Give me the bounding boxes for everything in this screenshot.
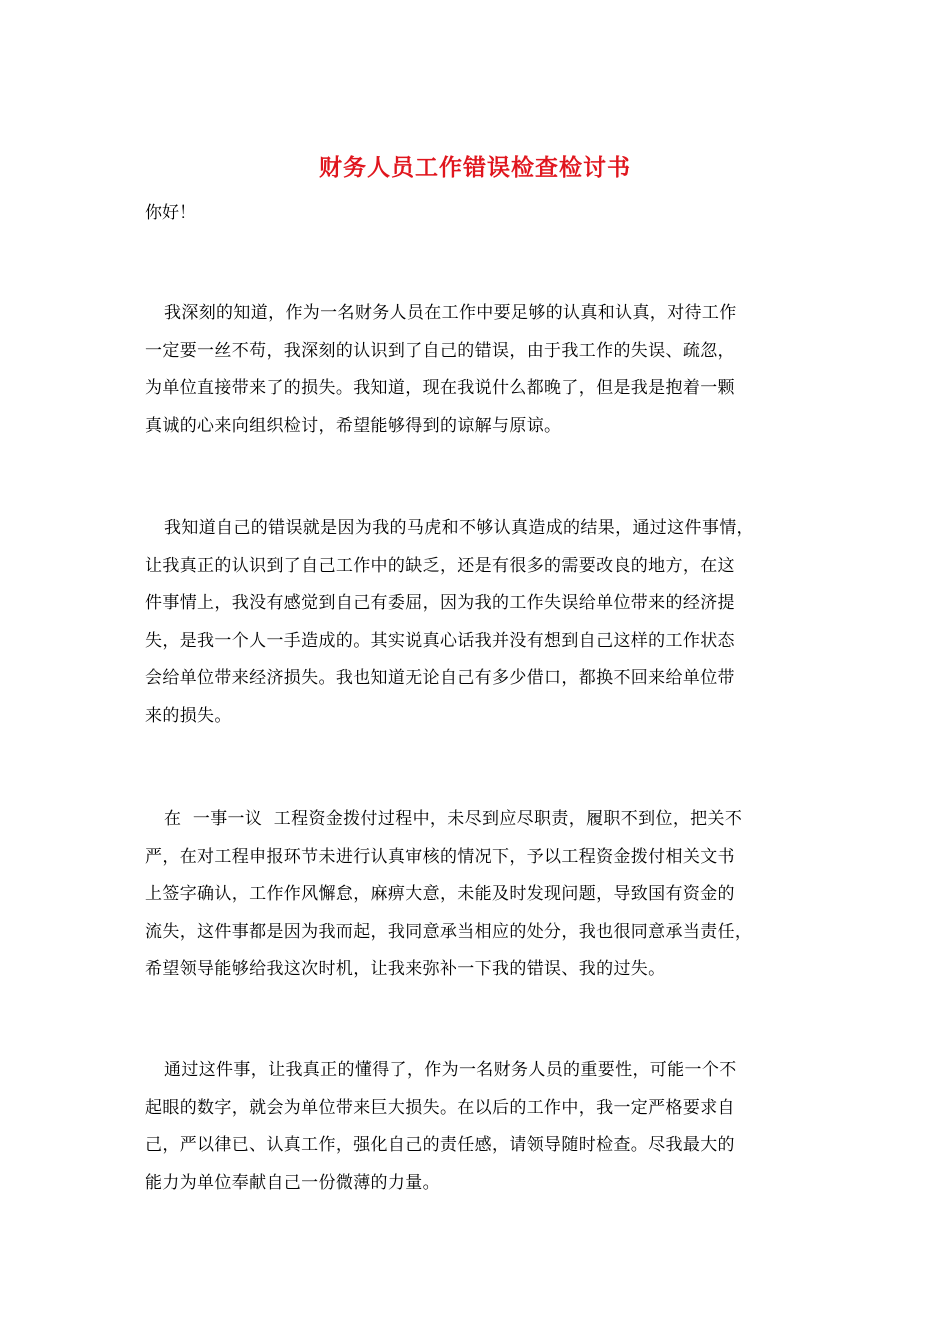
paragraph-line: 严，在对工程申报环节未进行认真审核的情况下，予以工程资金拨付相关文书 [145, 846, 735, 867]
paragraph-line: 能力为单位奉献自己一份微薄的力量。 [145, 1172, 440, 1193]
paragraph-line: 一定要一丝不苟，我深刻的认识到了自己的错误，由于我工作的失误、疏忽， [145, 340, 735, 361]
paragraph-2 [145, 515, 811, 740]
paragraph-line: 在 一事一议 工程资金拨付过程中，未尽到应尽职责，履职不到位，把关不 [164, 809, 743, 829]
document-title: 财务人员工作错误检查检讨书 [319, 154, 631, 181]
paragraph-line: 通过这件事，让我真正的懂得了，作为一名财务人员的重要性，可能一个不 [164, 1060, 737, 1080]
paragraph-line: 我深刻的知道，作为一名财务人员在工作中要足够的认真和认真，对待工作 [164, 303, 737, 323]
paragraph-line: 希望领导能够给我这次时机，让我来弥补一下我的错误、我的过失。 [145, 959, 666, 979]
paragraph-line: 件事情上，我没有感觉到自己有委屈，因为我的工作失误给单位带来的经济提 [145, 593, 735, 613]
paragraph-line: 流失，这件事都是因为我而起，我同意承当相应的处分，我也很同意承当责任， [145, 921, 753, 942]
paragraph-line: 己，严以律已、认真工作，强化自己的责任感，请领导随时检查。尽我最大的 [145, 1135, 735, 1155]
paragraph-3 [145, 806, 811, 994]
paragraph-line: 真诚的心来向组织检讨，希望能够得到的谅解与原谅。 [145, 415, 562, 436]
paragraph-line: 失，是我一个人一手造成的。其实说真心话我并没有想到自己这样的工作状态 [145, 630, 735, 651]
paragraph-line: 上签字确认，工作作风懈怠，麻痹大意，未能及时发现问题，导致国有资金的 [145, 884, 735, 904]
paragraph-line: 我知道自己的错误就是因为我的马虎和不够认真造成的结果，通过这件事情， [164, 518, 754, 538]
paragraph-4 [145, 1057, 811, 1207]
paragraph-line: 会给单位带来经济损失。我也知道无论自己有多少借口，都换不回来给单位带 [145, 668, 735, 688]
paragraph-line: 来的损失。 [145, 705, 232, 726]
paragraph-line: 为单位直接带来了的损失。我知道，现在我说什么都晚了，但是我是抱着一颗 [145, 378, 735, 398]
paragraph-1 [145, 300, 811, 450]
greeting-text: 你好！ [145, 203, 196, 223]
paragraph-line: 让我真正的认识到了自己工作中的缺乏，还是有很多的需要改良的地方，在这 [145, 555, 735, 576]
paragraph-line: 起眼的数字，就会为单位带来巨大损失。在以后的工作中，我一定严格要求自 [145, 1097, 735, 1118]
